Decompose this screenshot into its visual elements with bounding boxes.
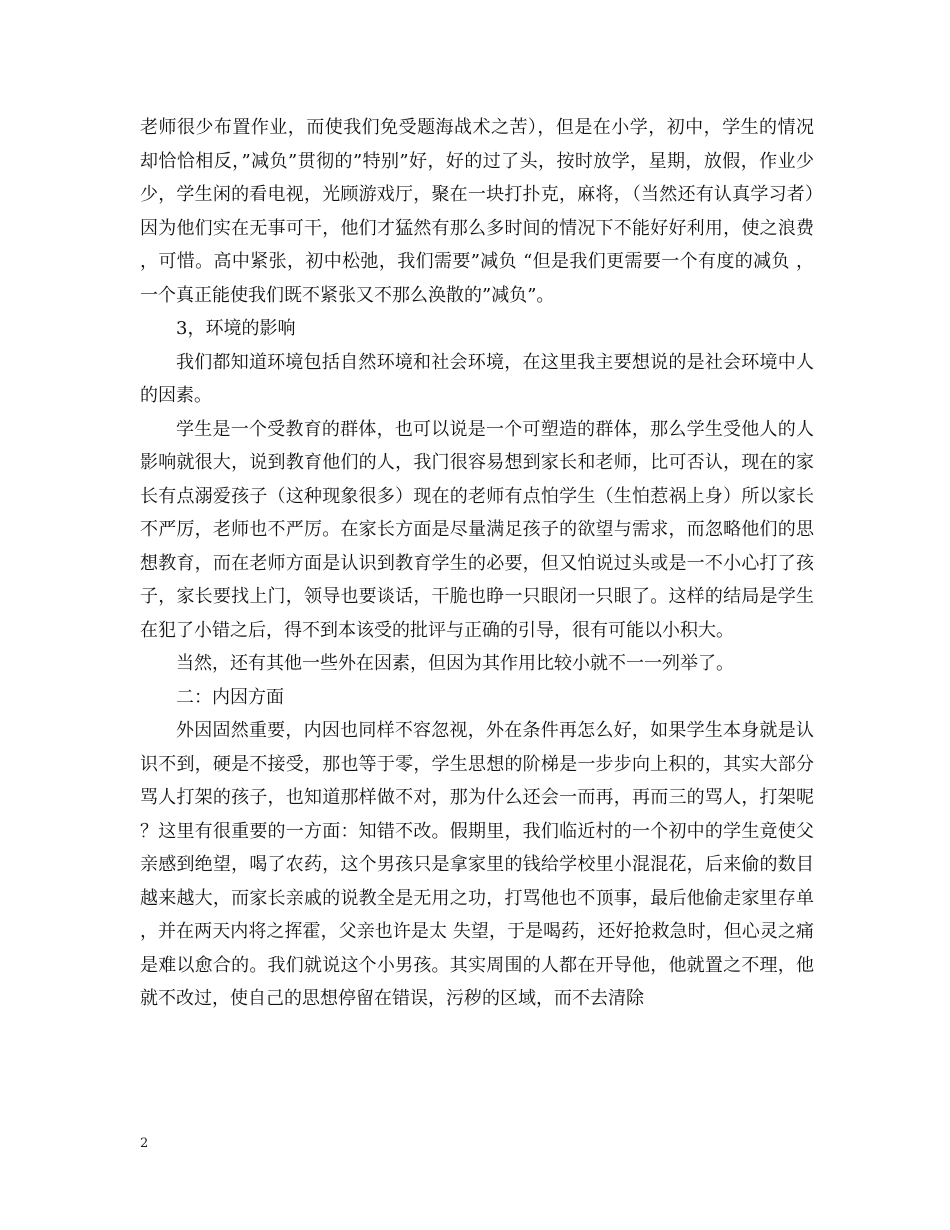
body-paragraph-continued: 老师很少布置作业，而使我们免受题海战术之苦），但是在小学，初中，学生的情况却恰恰相反，”减负”贯彻的”特别”好，好的过了头，按时放学，星期，放假，作业少少，学生闲的看电视，光顾游戏厅，聚在一块打扑克，麻将，（当然还有认真学习者）因为他们实在无事可干，他们才猛然有那么多时间的情况下不能好好利用，使之浪费，可惜。高中紧张，初中松弛，我们需要”减负 “但是我们更需要一个有度的减负 ，一个真正能使我们既不紧张又不那么涣散的”减负”。 [140,117,814,306]
document-body [140,111,814,1016]
body-paragraph: 我们都知道环境包括自然环境和社会环境，在这里我主要想说的是社会环境中人的因素。 [140,351,814,406]
section-heading-environment: 3，环境的影响 [176,318,296,339]
page-number: 2 [140,1136,149,1151]
body-paragraph: 当然，还有其他一些外在因素，但因为其作用比较小就不一一列举了。 [176,653,734,674]
section-heading-internal-factors: 二：内因方面 [176,686,284,708]
body-paragraph: 学生是一个受教育的群体，也可以说是一个可塑造的群体，那么学生受他人的人影响就很大，说到教育他们的人，我门很容易想到家长和老师，比可否认，现在的家长有点溺爱孩子（这种现象很多）现在的老师有点怕学生（生怕惹祸上身）所以家长不严厉，老师也不严厉。在家长方面是尽量满足孩子的欲望与需求，而忽略他们的思想教育，而在老师方面是认识到教育学生的必要，但又怕说过头或是一不小心打了孩子，家长要找上门，领导也要谈话，干脆也睁一只眼闭一只眼了。这样的结局是学生在犯了小错之后，得不到本该受的批评与正确的引导，很有可能以小积大。 [140,418,814,641]
body-paragraph: 外因固然重要，内因也同样不容忽视，外在条件再怎么好，如果学生本身就是认识不到，硬是不接受，那也等于零，学生思想的阶梯是一步步向上积的，其实大部分骂人打架的孩子，也知道那样做不对，那为什么还会一而再，再而三的骂人，打架呢？这里有很重要的一方面：知错不改。假期里，我们临近村的一个初中的学生竟使父亲感到绝望，喝了农药，这个男孩只是拿家里的钱给学校里小混混花，后来偷的数目越来越大，而家长亲戚的说教全是无用之功，打骂他也不顶事，最后他偷走家里存单，并在两天内将之挥霍，父亲也许是太 失望，于是喝药，还好抢救急时，但心灵之痛是难以愈合的。我们就说这个小男孩。其实周围的人都在开导他，他就置之不理，他就不改过，使自己的思想停留在错误，污秽的区域，而不去清除 [140,720,814,1009]
